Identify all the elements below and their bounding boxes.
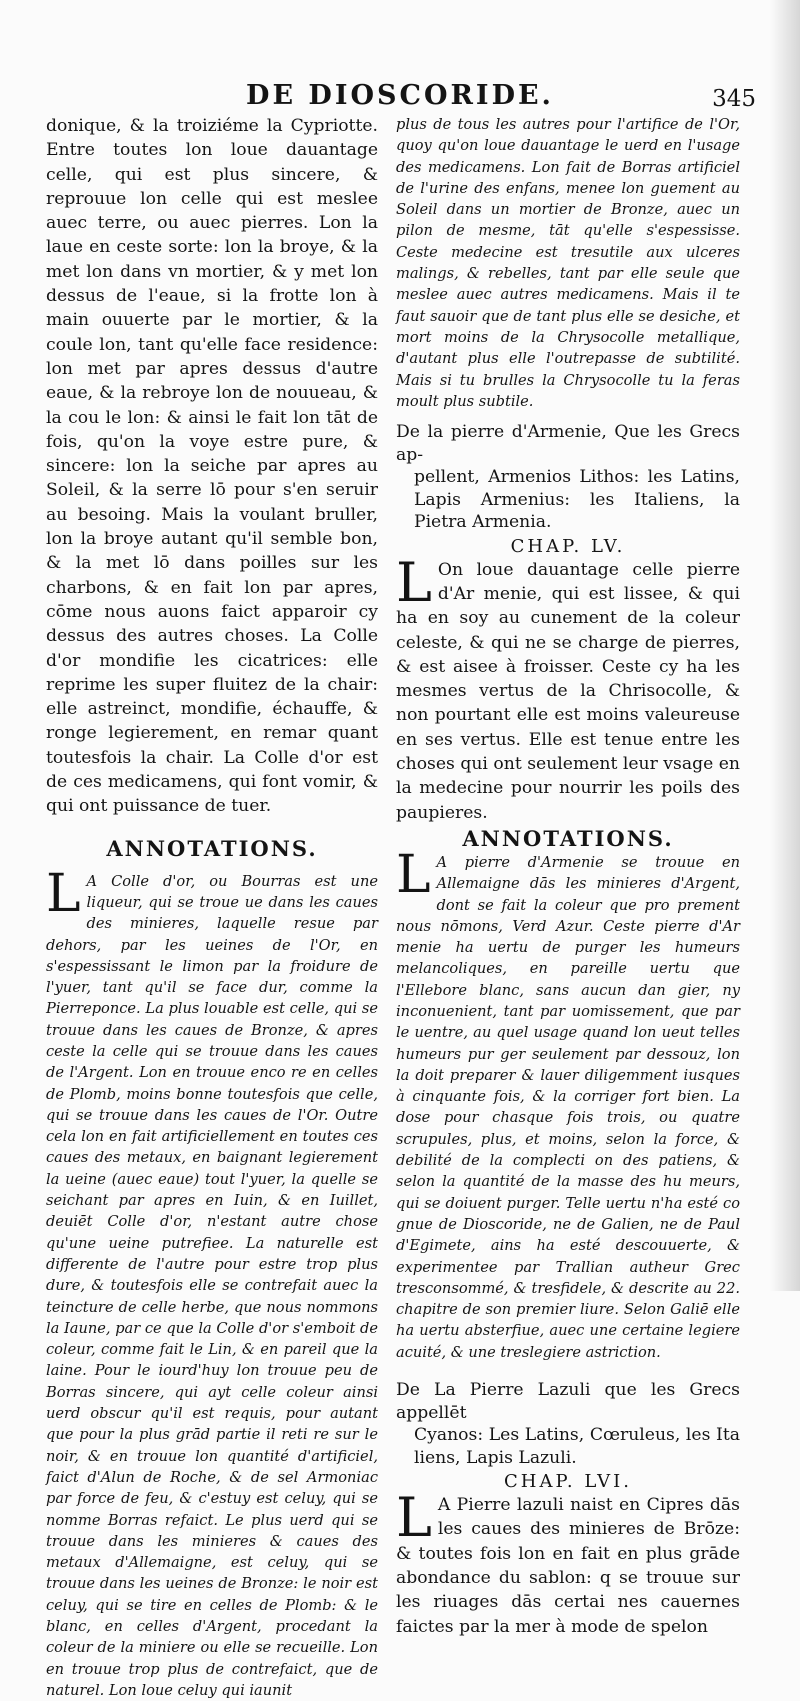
page-gutter-shadow (770, 0, 800, 1291)
drop-cap: L (396, 1486, 432, 1550)
chapter-55-title (396, 421, 740, 534)
drop-cap: L (396, 844, 431, 905)
drop-cap: L (396, 550, 432, 614)
page-number: 345 (712, 86, 756, 112)
chapter-text: On loue dauantage celle pierre d'Ar menie, qui est lissee, & qui ha en soy au cunement de la coleur celeste, & qui ne se charge de pierres, & est aisee à froisser. Ceste cy ha les mesmes vertus de la Chrisocolle, & non pourtant elle est moins valeureuse en ses vertus. Elle est tenue entre les choses qui ont seulement leur vsage en la medecine pour nourrir les poils des paupieres. (396, 559, 740, 823)
running-title: DE DIOSCORIDE. (246, 80, 554, 111)
left-column (46, 114, 378, 1699)
chapter-56-title (396, 1379, 740, 1469)
chapter-text: A Pierre lazuli naist en Cipres dās les caues des minieres de Brōze: & toutes fois lon en fait en plus grāde abondance du sablon: q se trouue sur les riuages dās certai nes cauernes faictes par la mer à mode de spelon (396, 1495, 740, 1637)
body-paragraph: donique, & la troiziéme la Cypriotte. Entre toutes lon loue dauantage celle, qui est plus sincere, & reprouue lon celle qui est meslee auec terre, ou auec pierres. Lon la laue en ceste sorte: lon la broye, & la met lon dans vn mortier, & y met lon dessus de l'eaue, si la frotte lon à main ouuerte par le mortier, & la coule lon, tant qu'elle face residence: lon met par apres dessus d'autre eaue, & la rebroye lon de nouueau, & la cou le lon: & ainsi le fait lon tāt de fois, qu'on la voye estre pure, & sincere: lon la seiche par apres au Soleil, & la serre lō pour s'en seruir au besoing. Mais la voulant bruller, lon la broye autant qu'il semble bon, & la met lō dans poilles sur les charbons, & en fait lon par apres, cōme nous auons faict apparoir cy dessus des autres choses. La Colle d'or mondifie les cicatrices: elle reprime les super fluitez de la chair: elle astreinct, mondifie, échauffe, & ronge legierement, en remar quant toutesfois la chair. La Colle d'or est de ces medicamens, qui font vomir, & qui ont puissance de tuer. (46, 116, 378, 817)
chapter-55-number: CHAP. LV. (510, 535, 626, 557)
chapter-55-body (396, 550, 740, 825)
annotation-text: A pierre d'Armenie se trouue en Allemaigne dās les minieres d'Argent, dont se fait la coleur que pro prement nous nōmons, Verd Azur. Ceste pierre d'Ar menie ha uertu de purger les humeurs melancoliques, en pareille uertu que l'Ellebore blanc, sans aucun dan gier, ny inconuenient, tant par uomissement, que par le uentre, au quel usage quand lon ueut telles humeurs pur ger seulement par dessouz, lon la doit preparer & lauer diligemment iusques à cinquante fois, & la corriger fort bien. La dose pour chasque fois trois, ou quatre scrupules, plus, et moins, selon la force, & debilité de la complecti on des patiens, & selon la quantité de la masse des hu meurs, qui se doiuent purger. Telle uertu n'ha esté co gnue de Dioscoride, ne de Galien, ne de Paul d'Egimete, ains ha esté descouuerte, & experimentee par Trallian autheur Grec tresconsommé, & tresfidele, & descrite au 22. chapitre de son premier liure. Selon Galiē elle ha uertu absterfiue, auec une certaine legiere acuité, & une treslegiere astriction. (396, 853, 740, 1361)
annotations-heading: ANNOTATIONS. (106, 835, 318, 861)
chapter-56-number: CHAP. LVI. (503, 1471, 633, 1493)
annotation-continued: plus de tous les autres pour l'artifice de l'Or, quoy qu'on loue dauantage le uerd en l'usage des medicamens. Lon fait de Borras artificiel de l'urine des enfans, menee lon guement au Soleil dans un mortier de Bronze, auec un pilon de mesme, tāt qu'elle s'espessisse. Ceste medecine est tresutile aux ulceres malings, & rebelles, tant par elle seule que meslee auec autres medicamens. Mais il te faut sauoir que de tant plus elle se desiche, et mort moins de la Chrysocolle metallique, d'autant plus elle l'outrepasse de subtilité. Mais si tu brulles la Chrysocolle tu la feras moult plus subtile. (396, 116, 740, 410)
right-column (396, 114, 740, 1637)
chapter-title-rest: pellent, Armenios Lithos: les Latins, Lapis Armenius: les Italiens, la Pietra Armenia. (414, 467, 740, 533)
annotation-paragraph (46, 863, 378, 1701)
drop-cap: L (46, 863, 81, 924)
annotation-paragraph (396, 844, 740, 1363)
chapter-title-line: De La Pierre Lazuli que les Grecs appellēt (396, 1380, 740, 1423)
annotations-heading: ANNOTATIONS. (462, 825, 674, 851)
chapter-title-line: De la pierre d'Armenie, Que les Grecs ap- (396, 422, 740, 465)
annotation-text: A Colle d'or, ou Bourras est une liqueur, qui se troue ue dans les caues des minieres, laquelle resue par dehors, par les ueines de l'Or, en s'espessissant le limon par la froidure de l'yuer, tant qu'il se face dur, comme la Pierreponce. La plus louable est celle, qui se trouue dans les caues de Bronze, & apres ceste la celle qui se trouue dans les caues de l'Argent. Lon en trouue enco re en celles de Plomb, moins bonne toutesfois que celle, qui se trouue dans les caues de l'Or. Outre cela lon en fait artificiellement en toutes ces caues des metaux, en baignant legierement la ueine (auec eaue) tout l'yuer, la quelle se seichant par apres en Iuin, & en Iuillet, deuiēt Colle d'or, n'estant autre chose qu'une ueine putrefiee. La naturelle est differente de l'autre pour estre trop plus dure, & toutesfois elle se contrefait auec la teincture de celle herbe, que nous nommons la Iaune, par ce que la Colle d'or s'emboit de coleur, comme fait le Lin, & en pareil que la laine. Pour le iourd'huy lon trouue peu de Borras sincere, qui ayt celle coleur ainsi uerd obscur qu'il est requis, pour autant que pour la plus grād partie il reti re sur le noir, & en trouue lon quantité d'artificiel, faict d'Alun de Roche, & de sel Armoniac par force de feu, & c'estuy est celuy, qui se nomme Borras refaict. Le plus uerd qui se trouue dans les minieres & caues des metaux d'Allemaigne, est celuy, qui se trouue dans les ueines de Bronze: le noir est celuy, qui se tire en celles de Plomb: & le blanc, en celles d'Argent, procedant la coleur de la miniere ou elle se recueille. Lon en trouue trop plus de contrefaict, que de naturel. Lon loue celuy qui iaunit (46, 872, 378, 1699)
chapter-56-body (396, 1486, 740, 1639)
chapter-title-rest: Cyanos: Les Latins, Cœruleus, les Ita liens, Lapis Lazuli. (414, 1425, 740, 1468)
